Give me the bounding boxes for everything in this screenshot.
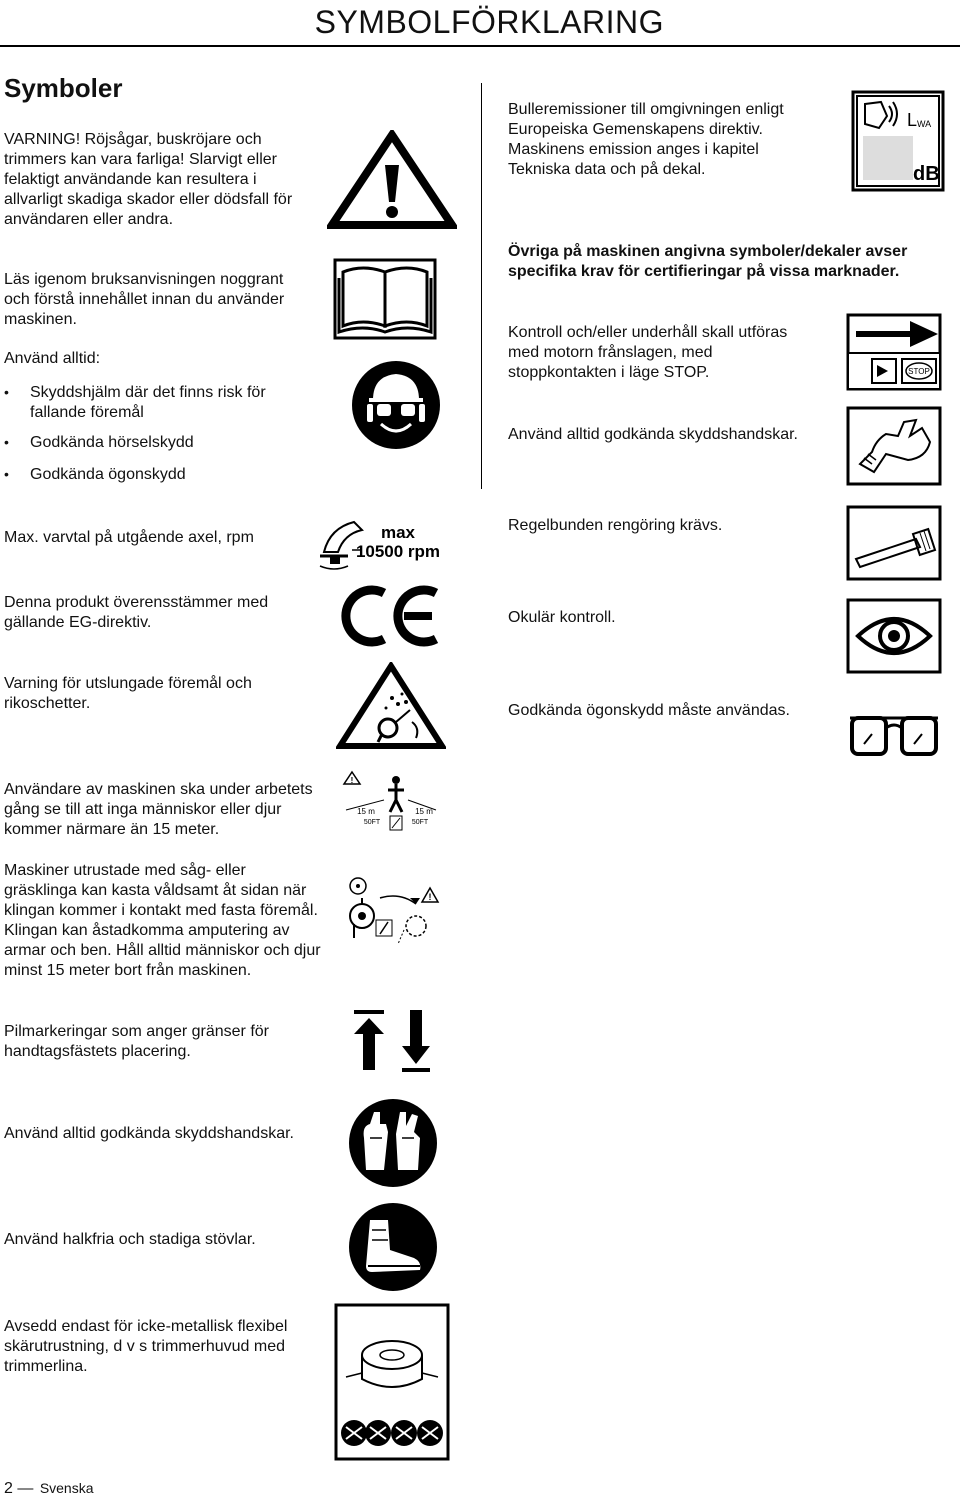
ce-text xyxy=(4,593,268,633)
rpm-value: 10500 rpm xyxy=(355,542,441,561)
gloves-text-lower: Använd alltid godkända skyddshandskar. xyxy=(4,1125,294,1142)
noise-level-icon xyxy=(851,90,945,192)
text-line: gräsklinga kan kasta våldsamt åt sidan när xyxy=(4,882,307,899)
text-line: skärutrustning, d v s trimmerhuvud med xyxy=(4,1338,285,1355)
safety-glasses-icon xyxy=(846,704,942,764)
distance-feet-left: 50FT xyxy=(363,819,381,826)
eye-protection-text: Godkända ögonskydd måste användas. xyxy=(508,702,790,719)
text-line: allvarligt skadiga skador eller dödsfall för xyxy=(4,191,293,208)
footer-dash: — xyxy=(17,1480,38,1497)
trimmer-head-only-icon xyxy=(334,1303,450,1461)
manual-text xyxy=(4,270,284,330)
warning-triangle-icon xyxy=(327,130,457,230)
text-line: specifika krav för certifieringar på vissa marknader. xyxy=(508,263,900,280)
bullet: • xyxy=(4,384,9,400)
page-number: 2 xyxy=(4,1480,13,1497)
protective-gloves-icon xyxy=(348,1098,438,1188)
stop-label: STOP xyxy=(908,367,930,376)
text-line: klingan kommer i kontakt med fasta föremål. xyxy=(4,902,318,919)
bullet: • xyxy=(4,466,9,482)
safety-boots-icon xyxy=(348,1202,438,1292)
text-line: Maskiner utrustade med såg- eller xyxy=(4,862,246,879)
ce-mark-icon xyxy=(338,583,442,649)
text-line: minst 15 meter bort från maskinen. xyxy=(4,962,252,979)
blade-thrust-icon xyxy=(340,868,444,948)
ppe-eye-item: Godkända ögonskydd xyxy=(30,466,186,483)
control-text xyxy=(508,323,787,383)
text-line: handtagsfästets placering. xyxy=(4,1043,191,1060)
text-line: felaktigt användande kan resultera i xyxy=(4,171,257,188)
boots-text: Använd halkfria och stadiga stövlar. xyxy=(4,1231,256,1248)
distance-text xyxy=(4,780,313,840)
always-use-label: Använd alltid: xyxy=(4,350,101,367)
eye-inspection-icon xyxy=(846,598,942,674)
text-line: gång se till att inga människor eller djur xyxy=(4,801,282,818)
thrown-objects-warning-icon xyxy=(336,662,446,750)
exclamation-mark: ! xyxy=(428,892,432,902)
visual-check-text: Okulär kontroll. xyxy=(508,609,616,626)
handle-limit-arrows-icon xyxy=(342,1008,442,1074)
text-line: stoppkontakten i läge STOP. xyxy=(508,364,710,381)
text-line: Övriga på maskinen angivna symboler/dekaler avser xyxy=(508,243,908,260)
max-speed-text: Max. varvtal på utgående axel, rpm xyxy=(4,529,254,546)
text-line: Tekniska data och på dekal. xyxy=(508,161,706,178)
text-line: fallande föremål xyxy=(30,404,144,421)
arrows-text xyxy=(4,1022,269,1062)
text-line: användaren eller andra. xyxy=(4,211,174,228)
text-line: Kontroll och/eller underhåll skall utföras xyxy=(508,324,788,341)
text-line: rikoschetter. xyxy=(4,695,91,712)
text-line: VARNING! Röjsågar, buskröjare och xyxy=(4,131,262,148)
stop-switch-icon xyxy=(846,313,942,391)
gloves-text-right: Använd alltid godkända skyddshandskar. xyxy=(508,426,798,443)
text-line: trimmerlina. xyxy=(4,1358,88,1375)
text-line: Bulleremissioner till omgivningen enligt xyxy=(508,101,784,118)
distance-feet-right: 50FT xyxy=(411,819,429,826)
trimmer-text xyxy=(4,1317,287,1377)
text-line: Europeiska Gemenskapens direktiv. xyxy=(508,121,763,138)
glove-icon xyxy=(846,406,942,486)
max-label: max xyxy=(380,523,416,542)
distance-meters-left: 15 m xyxy=(357,807,375,816)
cleaning-text: Regelbunden rengöring krävs. xyxy=(508,517,723,534)
lwa-label: L xyxy=(907,110,918,130)
text-line: Denna produkt överensstämmer med xyxy=(4,594,269,611)
text-line: Läs igenom bruksanvisningen noggrant xyxy=(4,271,284,288)
manual-book-icon xyxy=(333,258,437,340)
noise-text xyxy=(508,100,784,180)
blade-text xyxy=(4,861,321,981)
text-line: med motorn frånslagen, med xyxy=(508,344,713,361)
section-title: Symboler xyxy=(4,73,123,103)
text-line: gällande EG-direktiv. xyxy=(4,614,152,631)
db-label: dB xyxy=(913,163,940,185)
other-symbols-text xyxy=(508,242,907,282)
footer-language: Svenska xyxy=(39,1480,94,1496)
ppe-helmet-icon xyxy=(351,360,441,450)
text-line: Klingan kan åstadkomma amputering av xyxy=(4,922,290,939)
text-line: trimmers kan vara farliga! Slarvigt eller xyxy=(4,151,277,168)
thrown-objects-text xyxy=(4,674,252,714)
lwa-sub-label: WA xyxy=(917,119,932,129)
max-rpm-icon xyxy=(314,512,454,572)
page-header-title: SYMBOLFÖRKLARING xyxy=(314,4,664,40)
text-line: armar och ben. Håll alltid människor och djur xyxy=(4,942,321,959)
header-rule xyxy=(0,45,960,47)
text-line: Pilmarkeringar som anger gränser för xyxy=(4,1023,269,1040)
text-line: Maskinens emission anges i kapitel xyxy=(508,141,759,158)
column-divider xyxy=(481,83,482,489)
warning-text xyxy=(4,130,292,230)
text-line: kommer närmare än 15 meter. xyxy=(4,821,220,838)
text-line: maskinen. xyxy=(4,311,77,328)
text-line: Avsedd endast för icke-metallisk flexibel xyxy=(4,1318,288,1335)
cleaning-brush-icon xyxy=(846,505,942,581)
distance-meters-right: 15 m xyxy=(415,807,433,816)
bullet: • xyxy=(4,434,9,450)
exclamation-mark: ! xyxy=(350,776,354,785)
ppe-helmet-item xyxy=(30,383,266,423)
text-line: och förstå innehållet innan du använder xyxy=(4,291,285,308)
safety-distance-icon xyxy=(340,770,440,832)
text-line: Användare av maskinen ska under arbetets xyxy=(4,781,313,798)
text-line: Varning för utslungade föremål och xyxy=(4,675,252,692)
ppe-hearing-item: Godkända hörselskydd xyxy=(30,434,194,451)
page-footer xyxy=(4,1480,94,1498)
text-line: Skyddshjälm där det finns risk för xyxy=(30,384,266,401)
